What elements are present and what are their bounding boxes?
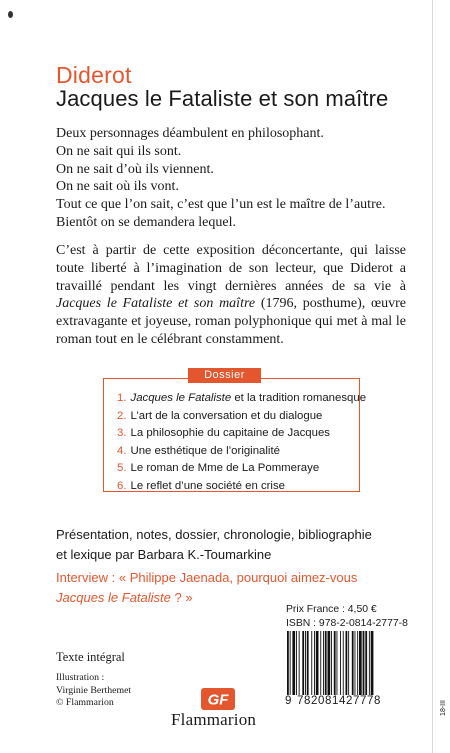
dossier-item-text: Une esthétique de l’originalité xyxy=(130,444,280,457)
dossier-item-number: 5. xyxy=(117,462,127,475)
barcode-bar xyxy=(340,631,341,695)
barcode-bar xyxy=(355,631,356,695)
paragraph-book-title: Jacques le Fataliste et son maître xyxy=(56,296,256,312)
barcode-bar xyxy=(357,631,358,695)
illustration-credits xyxy=(56,672,131,710)
intro-line: On ne sait où ils vont. xyxy=(56,179,179,195)
barcode-bar xyxy=(305,631,306,695)
interview-suffix: ? » xyxy=(170,590,193,605)
barcode-bar xyxy=(328,631,331,705)
author-name: Diderot xyxy=(56,62,132,88)
dossier-item xyxy=(117,425,357,443)
description-paragraph xyxy=(56,242,406,349)
barcode-bar xyxy=(352,631,354,695)
barcode-bar xyxy=(369,631,370,695)
dossier-item xyxy=(117,443,357,461)
dossier-item xyxy=(117,460,357,478)
dossier-item-text: Le roman de Mme de La Pommeraye xyxy=(130,462,320,475)
barcode-bar xyxy=(323,631,324,695)
barcode-bar xyxy=(292,631,295,695)
dossier-item-text: L’art de la conversation et du dialogue xyxy=(130,409,323,422)
dossier-list xyxy=(117,390,367,496)
presentation-line: Présentation, notes, dossier, chronologie, bibliographie xyxy=(56,527,372,542)
interview-line: Interview : « Philippe Jaenada, pourquoi aimez-vous xyxy=(56,570,358,585)
barcode-first-digit: 9 xyxy=(285,695,292,707)
barcode-bar xyxy=(290,631,291,705)
barcode-bar xyxy=(343,631,344,695)
price-label: Prix France : 4,50 € xyxy=(286,604,377,615)
dossier-item-text: La philosophie du capitaine de Jacques xyxy=(130,427,330,440)
barcode-bar xyxy=(348,631,349,695)
barcode-group: 782081 xyxy=(297,695,339,707)
texte-integral: Texte intégral xyxy=(56,650,125,664)
print-speck xyxy=(8,11,13,18)
dossier-item-number: 2. xyxy=(117,409,127,422)
barcode-bar xyxy=(316,631,319,695)
barcode-bar xyxy=(371,631,374,705)
copyright: © Flammarion xyxy=(56,697,114,708)
intro-lines xyxy=(56,125,406,232)
barcode-bar xyxy=(296,631,297,695)
paragraph-text: (1796, posthume), œuvre extravagante et joyeuse, roman polyphonique qui met à mal le roman tout en le célébrant constamment. xyxy=(56,296,406,347)
presentation-credits xyxy=(56,525,416,565)
barcode-bar xyxy=(299,631,300,695)
paragraph-text: C’est à partir de cette exposition déconcertante, qui laisse toute liberté à l’imagination de son lecteur, que Diderot a travaillé pendant les vingt dernières années de sa vie à xyxy=(56,243,406,294)
side-code: 18-III xyxy=(440,700,447,716)
barcode-bar xyxy=(302,631,304,695)
dossier-item-italic: Jacques le Fataliste xyxy=(130,392,232,404)
dossier-item-text: et la tradition romanesque xyxy=(231,392,367,404)
dossier-item-number: 1. xyxy=(117,392,127,404)
interview-book-title: Jacques le Fataliste xyxy=(56,590,171,605)
intro-line: On ne sait qui ils sont. xyxy=(56,143,182,159)
intro-line: Tout ce que l’on sait, c’est que l’un est le maître de l’autre. xyxy=(56,197,386,213)
barcode-bar xyxy=(311,631,312,695)
barcode-bar xyxy=(307,631,309,695)
dossier-item-number: 4. xyxy=(117,444,127,457)
presentation-line: et lexique par Barbara K.-Toumarkine xyxy=(56,547,272,562)
barcode-bar xyxy=(359,631,362,695)
illustrator-name: Virginie Berthemet xyxy=(56,684,132,696)
barcode-bar xyxy=(320,631,321,695)
intro-line: Deux personnages déambulent en philosophant. xyxy=(56,126,324,141)
book-title: Jacques le Fataliste et son maître xyxy=(56,86,389,111)
dossier-item-number: 3. xyxy=(117,427,127,440)
gf-logo-letters: GF xyxy=(207,691,229,709)
intro-line: On ne sait d’où ils viennent. xyxy=(56,161,214,177)
barcode-bar xyxy=(346,631,348,695)
dossier-item xyxy=(117,478,357,496)
dossier-item-number: 6. xyxy=(117,479,127,492)
barcode-digits xyxy=(285,695,381,707)
barcode-bar xyxy=(314,631,315,695)
isbn-label: ISBN : 978-2-0814-2777-8 xyxy=(286,618,408,629)
publisher-name: Flammarion xyxy=(171,710,257,729)
edge-rule xyxy=(432,0,433,753)
barcode-bar xyxy=(365,631,367,695)
barcode-bar xyxy=(337,631,338,695)
barcode-bar xyxy=(287,631,289,705)
dossier-item-text: Le reflet d’une société en crise xyxy=(130,479,285,492)
interview-note xyxy=(56,568,416,608)
dossier-item xyxy=(117,390,367,408)
barcode-bar xyxy=(325,631,327,695)
intro-line: Bientôt on se demandera lequel. xyxy=(56,214,236,230)
barcode-bar xyxy=(334,631,336,695)
barcode-group: 427778 xyxy=(338,695,381,707)
dossier-label: Dossier xyxy=(188,368,261,383)
gf-logo xyxy=(201,688,235,710)
barcode-bar xyxy=(331,631,332,705)
illustration-label: Illustration : xyxy=(56,672,105,683)
dossier-item xyxy=(117,408,357,426)
barcode-bar xyxy=(363,631,365,695)
